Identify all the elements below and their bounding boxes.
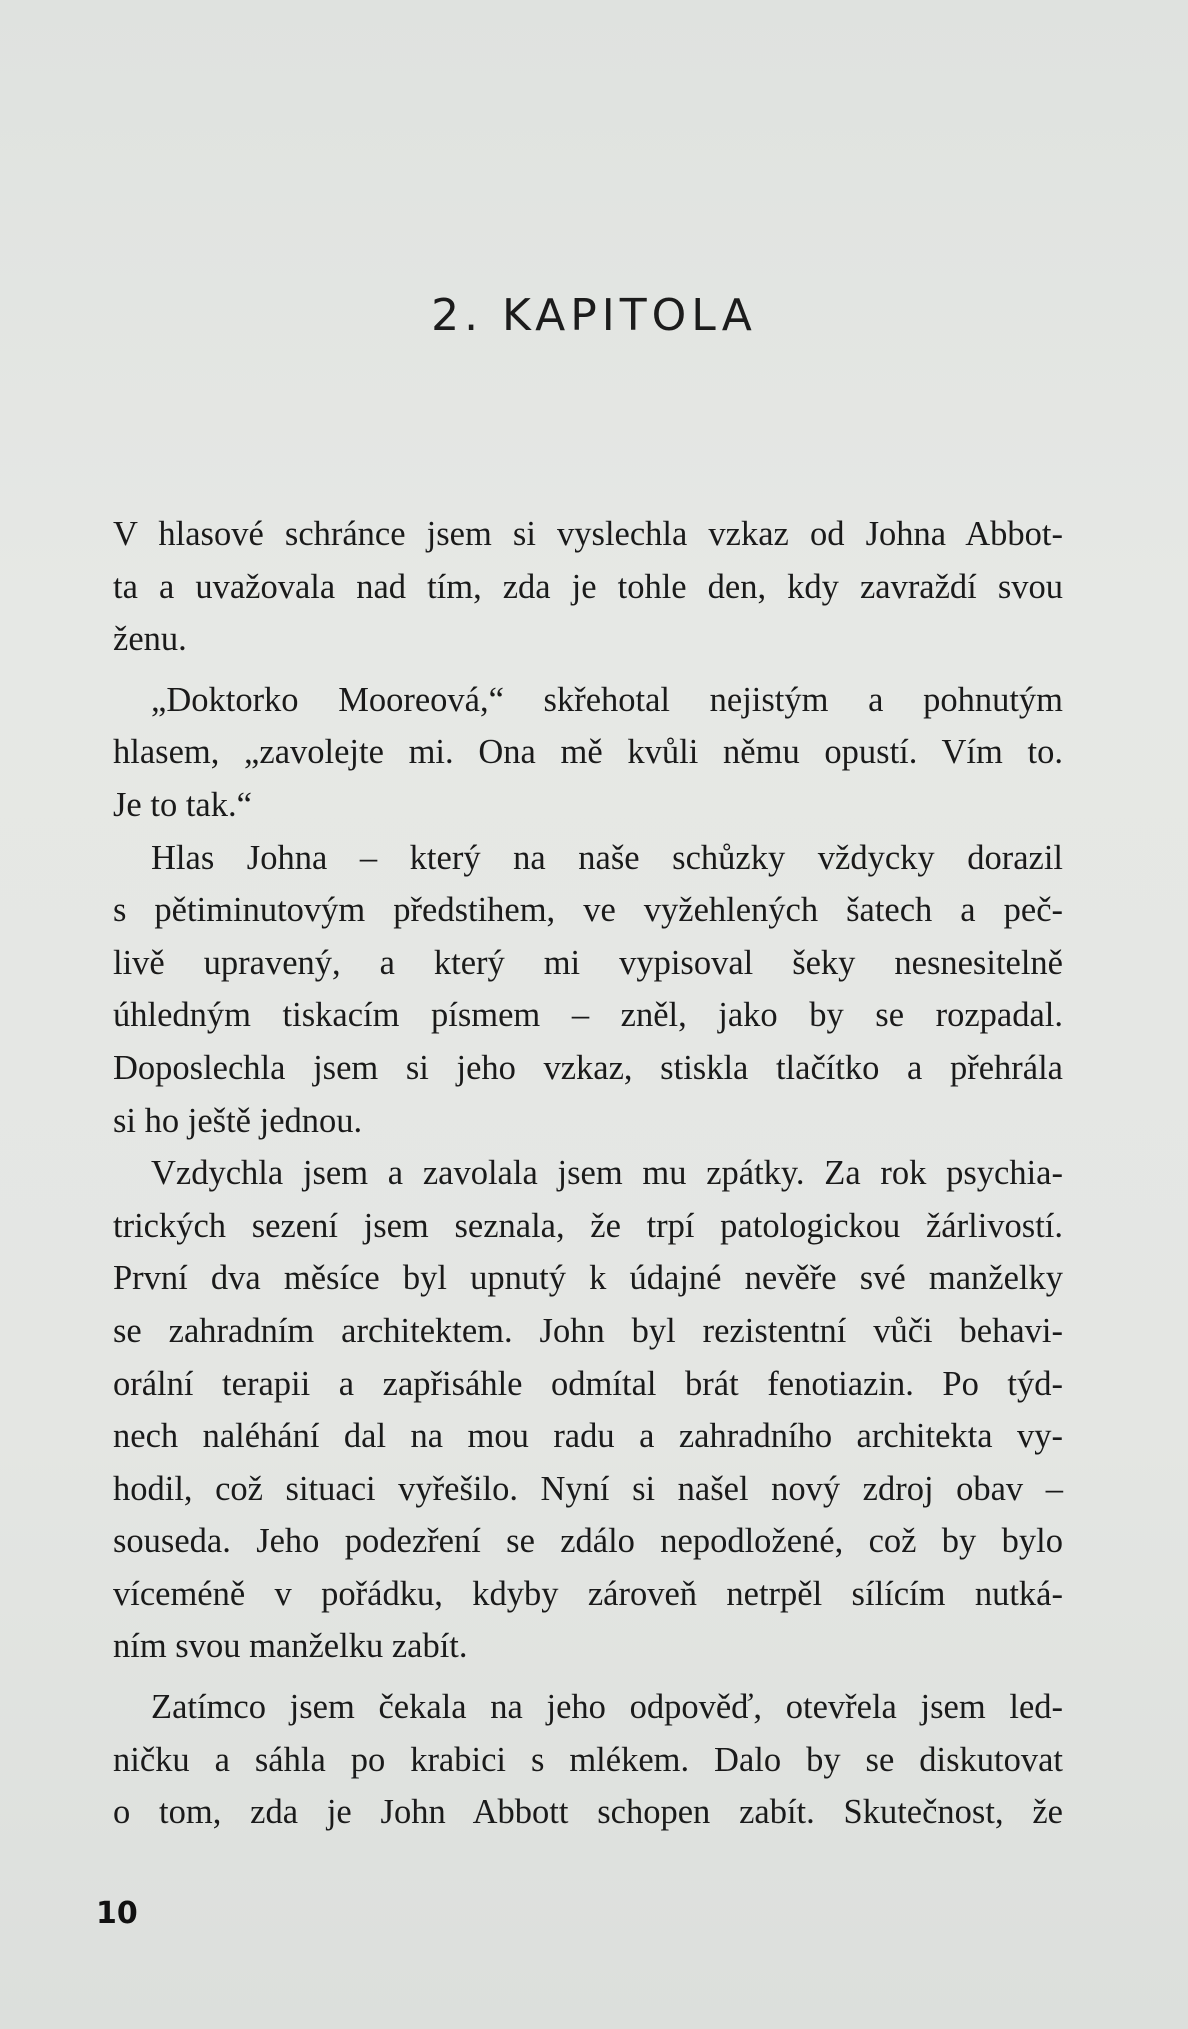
text-line: víceméně v pořádku, kdyby zároveň netrpěl sílícím nutká- <box>113 1574 1063 1613</box>
paragraph <box>113 508 1063 666</box>
page-number: 10 <box>96 1896 138 1931</box>
body-text <box>113 508 1063 1839</box>
text-line: o tom, zda je John Abbott schopen zabít. Skutečnost, že <box>113 1793 1063 1832</box>
text-line: Doposlechla jsem si jeho vzkaz, stiskla tlačítko a přehrála <box>113 1048 1063 1087</box>
text-line: se zahradním architektem. John byl rezistentní vůči behavi- <box>113 1311 1063 1350</box>
text-line: si ho ještě jednou. <box>113 1101 363 1140</box>
text-line: „Doktorko Mooreová,“ skřehotal nejistým a pohnutým <box>151 680 1063 719</box>
text-line: hodil, což situaci vyřešilo. Nyní si našel nový zdroj obav – <box>113 1469 1063 1508</box>
text-line: úhledným tiskacím písmem – zněl, jako by se rozpadal. <box>113 996 1063 1035</box>
paragraph <box>113 832 1063 1148</box>
paragraph-gap <box>113 666 1063 674</box>
paragraph <box>113 674 1063 832</box>
text-line: ničku a sáhla po krabici s mlékem. Dalo by se diskutovat <box>113 1740 1063 1779</box>
text-line: Zatímco jsem čekala na jeho odpověď, otevřela jsem led- <box>151 1688 1063 1727</box>
text-line: ta a uvažovala nad tím, zda je tohle den, kdy zavraždí svou <box>113 567 1063 606</box>
text-line: Vzdychla jsem a zavolala jsem mu zpátky. Za rok psychia- <box>151 1154 1063 1193</box>
text-line: V hlasové schránce jsem si vyslechla vzkaz od Johna Abbot- <box>113 515 1063 553</box>
text-line: hlasem, „zavolejte mi. Ona mě kvůli němu opustí. Vím to. <box>113 733 1063 772</box>
text-line: ženu. <box>113 620 187 659</box>
chapter-title: 2. KAPITOLA <box>431 290 757 341</box>
text-line: livě upravený, a který mi vypisoval šeky nesnesitelně <box>113 943 1063 982</box>
text-line: nech naléhání dal na mou radu a zahradního architekta vy- <box>113 1417 1063 1456</box>
text-line: s pětiminutovým předstihem, ve vyžehlených šatech a peč- <box>113 891 1063 930</box>
paragraph <box>113 1147 1063 1673</box>
text-line: ním svou manželku zabít. <box>113 1627 468 1666</box>
paragraph-gap <box>113 1673 1063 1681</box>
text-line: Je to tak.“ <box>113 785 252 824</box>
text-line: Hlas Johna – který na naše schůzky vždycky dorazil <box>151 838 1063 877</box>
text-line: souseda. Jeho podezření se zdálo nepodložené, což by bylo <box>113 1522 1063 1561</box>
text-line: První dva měsíce byl upnutý k údajné nevěře své manželky <box>113 1259 1063 1298</box>
text-line: orální terapii a zapřisáhle odmítal brát fenotiazin. Po týd- <box>113 1364 1063 1403</box>
paragraph <box>113 1681 1063 1839</box>
text-line: trických sezení jsem seznala, že trpí patologickou žárlivostí. <box>113 1206 1063 1245</box>
